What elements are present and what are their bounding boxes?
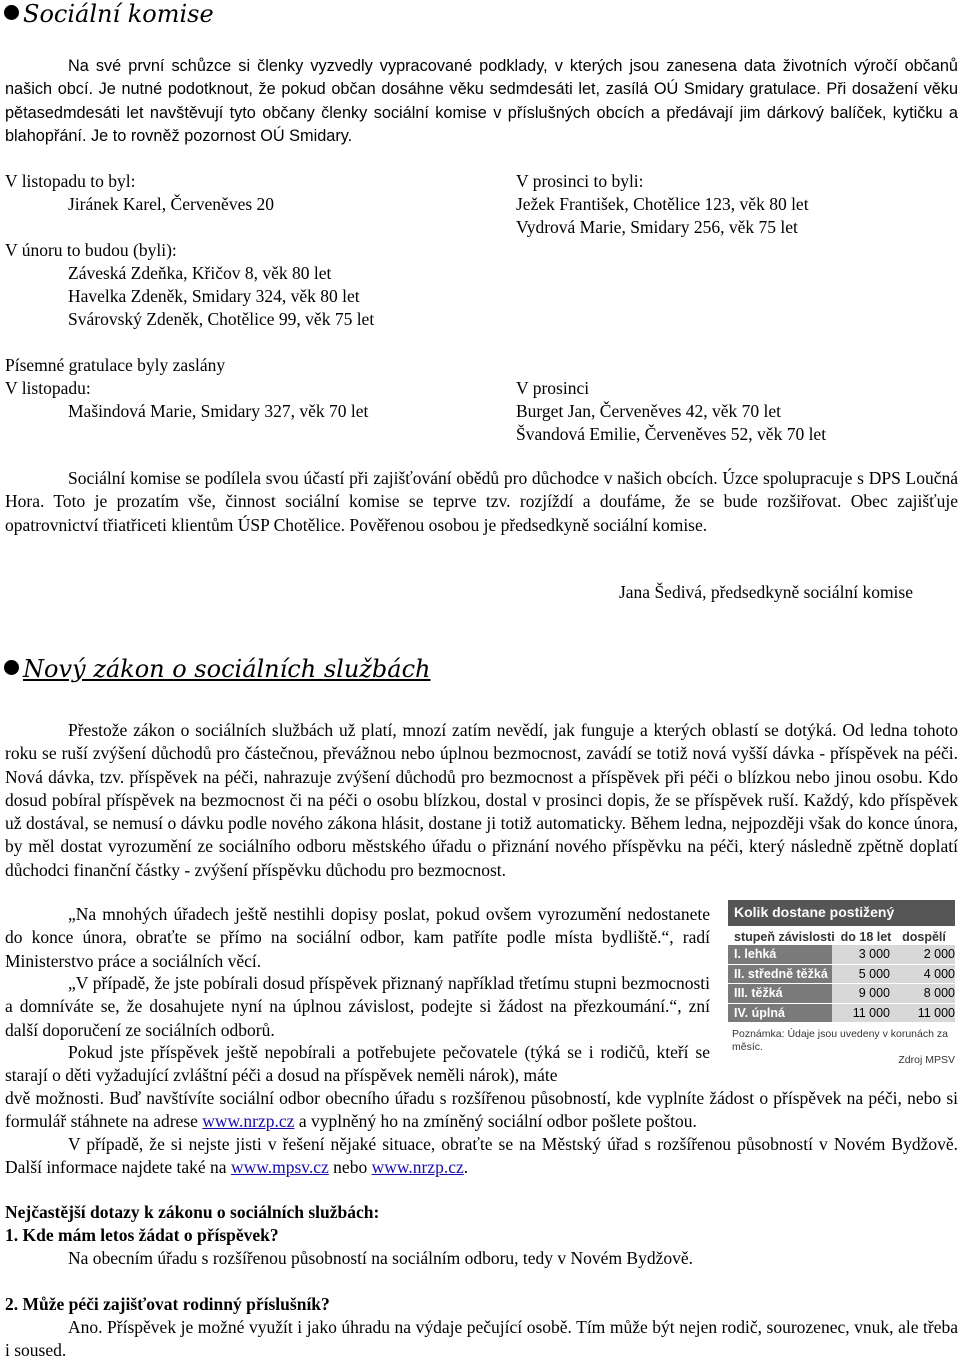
table-row [728, 984, 955, 1003]
law-paragraph-3: „V případě, že jste pobírali dosud příspěvek přiznaný například třetímu stupni bezmocnosti a domníváte se, že dosahujete nyní na úplnou závislost, podejte si žádost na přezkoumání.“, zní další doporučení ze sociálních odborů. [5, 973, 710, 1040]
list-item: Svárovský Zdeněk, Chotělice 99, věk 75 let [68, 309, 375, 329]
closing-paragraph: Sociální komise se podílela svou účastí při zajišťování obědů pro důchodce v našich obcích. Úzce spolupracuje s DPS Loučná Hora. Toto je prozatím vše, činnost sociální komise se teprve tzv. rozjíždí a doufáme, že se bude rozšiřovat. Obec zajišťuje opatrovnictví třiatřiceti klientům ÚSP Chotělice. Pověřenou osobou je předsedkyně sociální komise. [5, 468, 958, 535]
law-paragraph-2: „Na mnohých úřadech ještě nestihli dopisy poslat, pokud ovšem vyrozumění nedostanete do konce února, obraťte se přímo na sociální odbor, kam patříte podle místa bydliště.“, radí Ministerstvo práce a sociálních věcí. [5, 904, 710, 971]
faq-title: Nejčastější dotazy k zákonu o sociálních službách: [5, 1202, 380, 1222]
text: V případě, že si nejste jisti v řešení nějaké situace, obraťte se na Městský úřad s rozšířenou působností v Novém Bydžově. Další informace najdete také na [5, 1134, 958, 1178]
cell-grade: III. těžká [728, 984, 832, 1003]
faq-question-1: 1. Kde mám letos žádat o příspěvek? [5, 1225, 279, 1245]
cell-grade: II. středně těžká [728, 965, 832, 984]
cell-grade: I. lehká [728, 945, 832, 964]
table-row [728, 945, 955, 964]
list-item: Švandová Emilie, Červeněves 52, věk 70 let [516, 424, 827, 444]
table-title: Kolik dostane postižený [728, 900, 955, 926]
cell-grade: IV. úplná [728, 1004, 832, 1023]
cell-minor: 9 000 [832, 984, 896, 1003]
law-paragraph-4b [5, 1087, 958, 1134]
intro-paragraph: Na své první schůzce si členky vyzvedly vypracované podklady, v kterých jsou zanesena data životních výročí občanů našich obcí. Je nutné podotknout, že pokud občan dosáhne věku sedmdesáti let, zasílá OÚ Smidary gratulace. Při dosažení věku pětasedmdesáti let navštěvují tyto občany členky sociální komise v příslušných obcích a předávají jim dárkový balíček, kytičku a blahopřání. Je to rovněž pozornost OÚ Smidary. [5, 57, 958, 145]
written-december-label: V prosinci [516, 378, 590, 398]
col-grade: stupeň závislosti [734, 930, 835, 944]
text: dvě možnosti. Buď navštívíte sociální odbor obecního úřadu s rozšířenou působností, kde vyplníte žádost o příspěvek na péči, nebo si formulář stáhnete na adrese [5, 1088, 958, 1132]
law-paragraph-1: Přestože zákon o sociálních službách už platí, mnozí zatím nevědí, jak funguje a kterých oblastí se dotýká. Od ledna tohoto roku se ruší zvýšení důchodů pro částečnou, převážnou nebo úplnou bezmocnost, zavádí se totiž nová vyšší dávka - příspěvek na péči. Nová dávka, tzv. příspěvek na péči, nahrazuje zvýšení důchodů pro bezmocnost a příspěvek při péči o blízkou nebo jinou osobu. Kdo dosud pobíral příspěvek na bezmocnost či na péči o osobu blízkou, dostal v prosinci dopis, že se příspěvek ruší. Každý, kdo příspěvek už dostával, se nemusí o dávku podle nového zákona hlásit, dostane ji totiž automaticky. Během ledna, nejpozději však do konce února, by měl dostat vyrozumění ze sociálního odboru městského úřadu o přiznání nového příspěvku na péči, který následně zpětně doplatí důchodci finanční částky - zvýšení příspěvku důchodu pro bezmocnost. [5, 720, 958, 880]
written-november-label: V listopadu: [5, 378, 91, 398]
november-label: V listopadu to byl: [5, 171, 136, 191]
text: nebo [328, 1157, 372, 1178]
december-label: V prosinci to byli: [516, 171, 644, 191]
benefit-table [728, 900, 955, 1080]
list-item: Ježek František, Chotělice 123, věk 80 let [516, 194, 809, 214]
table-row [728, 1004, 955, 1023]
list-item: Záveská Zdeňka, Křičov 8, věk 80 let [68, 263, 332, 283]
section-heading-social-commission [4, 0, 214, 28]
bullet-icon [4, 5, 19, 20]
list-item: Mašindová Marie, Smidary 327, věk 70 let [68, 401, 369, 421]
law-paragraph-4a: Pokud jste příspěvek ještě nepobírali a potřebujete pečovatele (týká se i rodičů, kteří se starají o děti vyžadující zvláštní péči a dosud na příspěvek neměli nárok), máte [5, 1042, 710, 1086]
list-item: Vydrová Marie, Smidary 256, věk 75 let [516, 217, 798, 237]
faq-question-2: 2. Může péči zajišťovat rodinný příslušník? [5, 1294, 330, 1314]
february-label: V únoru to budou (byli): [5, 240, 177, 260]
cell-adult: 11 000 [896, 1004, 955, 1023]
cell-adult: 2 000 [896, 945, 955, 964]
table-header [728, 930, 955, 944]
faq-answer-1: Na obecním úřadu s rozšířenou působností na sociálním odboru, tedy v Novém Bydžově. [68, 1248, 694, 1268]
nrzp-link-2[interactable]: www.nrzp.cz [371, 1157, 464, 1178]
table-note: Poznámka: Údaje jsou uvedeny v korunách za měsíc. [732, 1028, 948, 1053]
list-item: Jiránek Karel, Červeněves 20 [68, 194, 275, 214]
table-row [728, 965, 955, 984]
heading-text: Sociální komise [23, 0, 214, 28]
cell-minor: 3 000 [832, 945, 896, 964]
signature: Jana Šedivá, předsedkyně sociální komise [618, 582, 913, 602]
text: . [463, 1157, 469, 1178]
col-minor: do 18 let [840, 930, 892, 944]
cell-adult: 8 000 [896, 984, 955, 1003]
table-source: Zdroj MPSV [898, 1054, 955, 1066]
cell-minor: 5 000 [832, 965, 896, 984]
cell-minor: 11 000 [832, 1004, 896, 1023]
law-paragraph-5 [5, 1133, 958, 1180]
list-item: Havelka Zdeněk, Smidary 324, věk 80 let [68, 286, 360, 306]
section-heading-new-law [4, 655, 431, 683]
nrzp-link[interactable]: www.nrzp.cz [202, 1111, 295, 1132]
cell-adult: 4 000 [896, 965, 955, 984]
mpsv-link[interactable]: www.mpsv.cz [230, 1157, 329, 1178]
written-greetings-label: Písemné gratulace byly zaslány [5, 355, 226, 375]
list-item: Burget Jan, Červeněves 42, věk 70 let [516, 401, 782, 421]
faq-answer-2: Ano. Příspěvek je možné využít i jako úhradu na výdaje pečující osobě. Tím může být nejen rodič, sourozenec, vnuk, ale třeba i soused. [5, 1317, 958, 1361]
col-adult: dospělí [902, 930, 946, 944]
heading-text: Nový zákon o sociálních službách [23, 655, 431, 683]
text: a vyplněný ho na zmíněný sociální odbor pošlete poštou. [294, 1111, 697, 1132]
bullet-icon [4, 660, 19, 675]
